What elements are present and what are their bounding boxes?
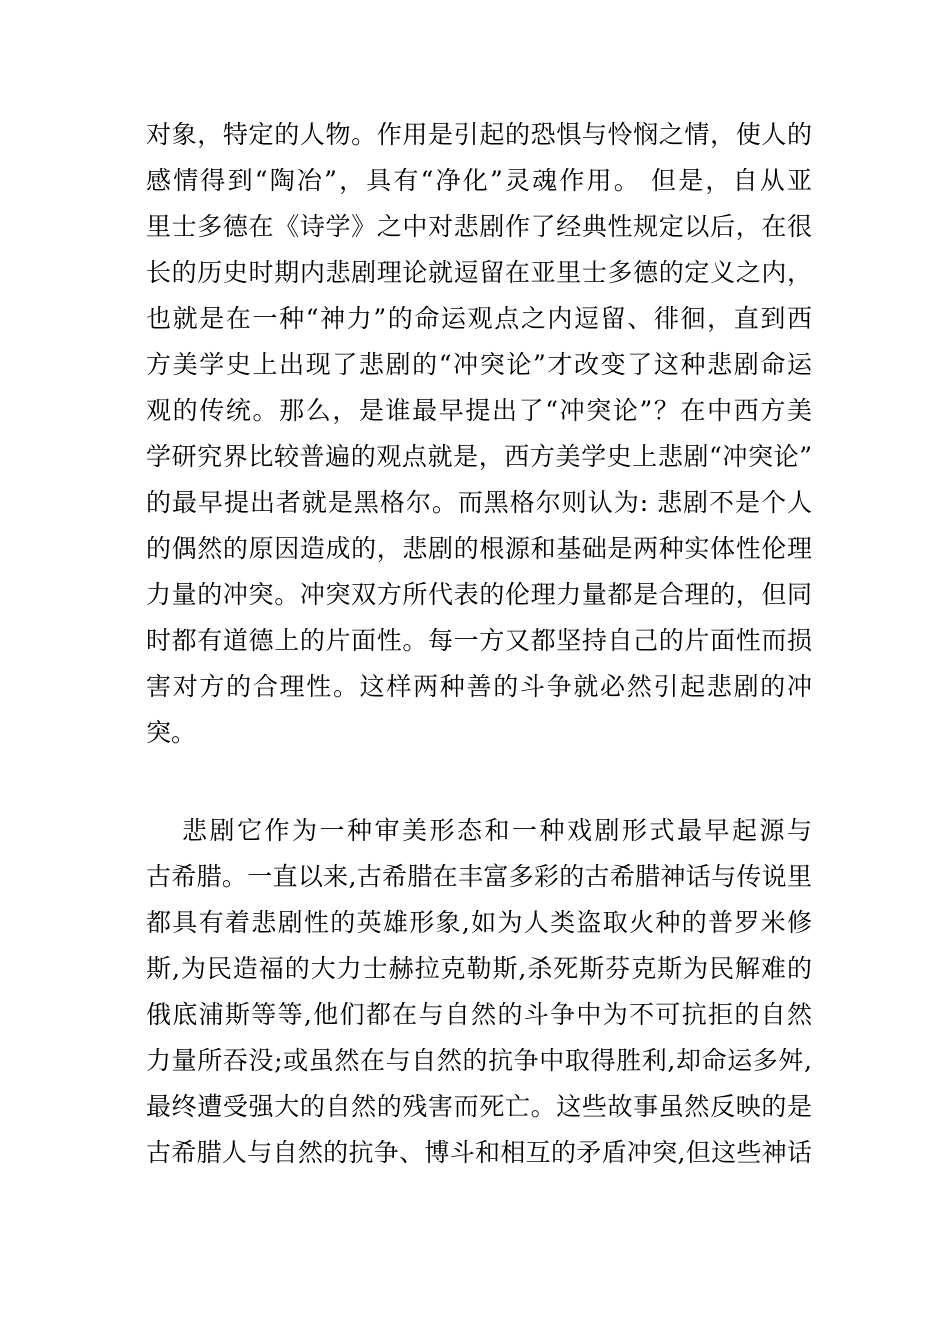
text-line: 古希腊人与自然的抗争、博斗和相互的矛盾冲突,但这些神话: [146, 1138, 812, 1167]
text-line: 学研究界比较普遍的观点就是，西方美学史上悲剧“冲突论”: [146, 442, 812, 471]
text-line: 时都有道德上的片面性。每一方又都坚持自己的片面性而损: [146, 626, 812, 655]
text-line: 里士多德在《诗学》之中对悲剧作了经典性规定以后，在很: [146, 212, 812, 241]
paragraph-1: [146, 112, 812, 756]
text-line: 力量所吞没;或虽然在与自然的抗争中取得胜利,却命运多舛,: [146, 1046, 812, 1075]
text-line: 古希腊。一直以来,古希腊在丰富多彩的古希腊神话与传说里: [146, 862, 812, 891]
paragraph-2: [146, 808, 812, 1176]
text-line: 感情得到“陶冶”，具有“净化”灵魂作用。 但是，自从亚: [146, 166, 812, 195]
text-line: 悲剧它作为一种审美形态和一种戏剧形式最早起源与: [182, 816, 812, 845]
text-line: 力量的冲突。冲突双方所代表的伦理力量都是合理的，但同: [146, 580, 812, 609]
text-line: 斯,为民造福的大力士赫拉克勒斯,杀死斯芬克斯为民解难的: [146, 954, 812, 983]
text-line: 都具有着悲剧性的英雄形象,如为人类盗取火种的普罗米修: [146, 908, 812, 937]
text-line: 突。: [146, 718, 197, 747]
text-line: 俄底浦斯等等,他们都在与自然的斗争中为不可抗拒的自然: [146, 1000, 812, 1029]
text-line: 的偶然的原因造成的，悲剧的根源和基础是两种实体性伦理: [146, 534, 812, 563]
text-line: 也就是在一种“神力”的命运观点之内逗留、徘徊，直到西: [146, 304, 812, 333]
text-line: 方美学史上出现了悲剧的“冲突论”才改变了这种悲剧命运: [146, 350, 812, 379]
text-line: 观的传统。那么，是谁最早提出了“冲突论”？在中西方美: [146, 396, 812, 425]
text-line: 的最早提出者就是黑格尔。而黑格尔则认为: 悲剧不是个人: [146, 488, 812, 517]
text-line: 对象，特定的人物。作用是引起的恐惧与怜悯之情，使人的: [146, 120, 812, 149]
text-line: 最终遭受强大的自然的残害而死亡。这些故事虽然反映的是: [146, 1092, 812, 1121]
text-line: 长的历史时期内悲剧理论就逗留在亚里士多德的定义之内，: [146, 258, 812, 287]
text-line: 害对方的合理性。这样两种善的斗争就必然引起悲剧的冲: [146, 672, 812, 701]
